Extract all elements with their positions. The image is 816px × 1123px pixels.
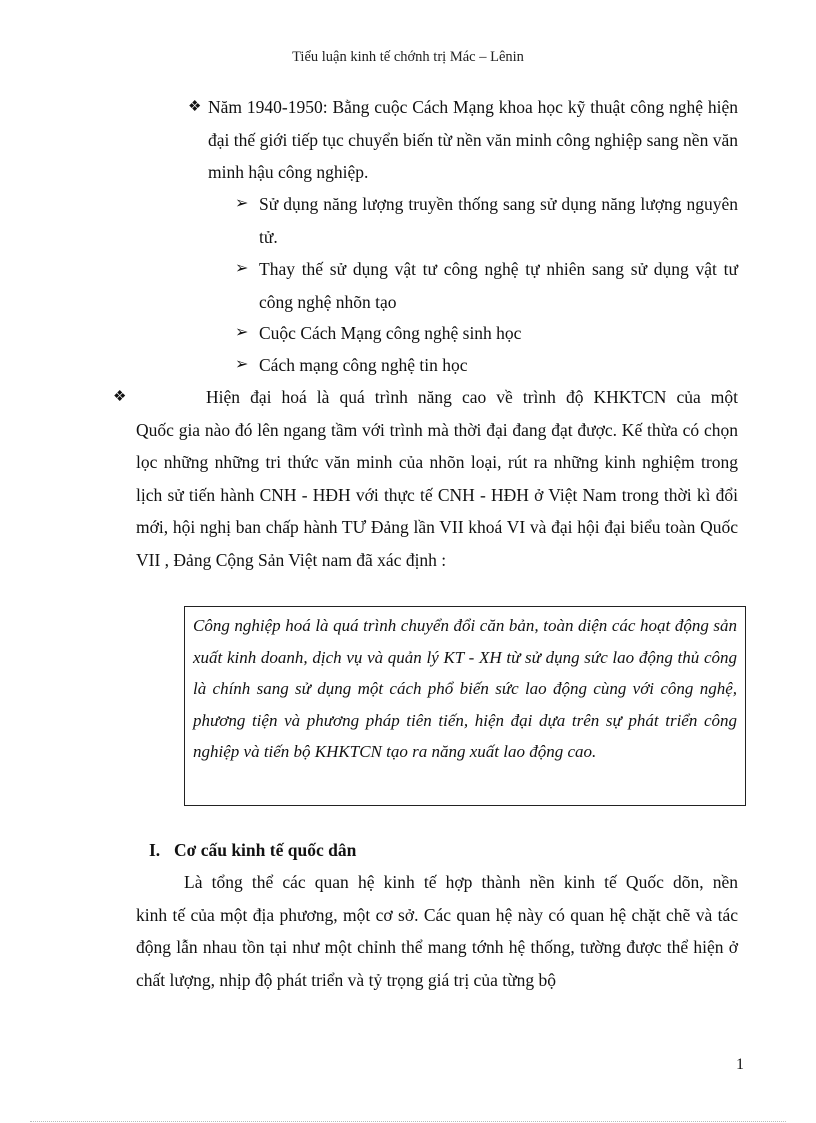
section-heading <box>149 836 356 864</box>
section-paragraph-body: kinh tế của một địa phương, một cơ sở. Các quan hệ này có quan hệ chặt chẽ và tác động lẫn nhau tồn tại như một chỉnh thể mang tớnh hệ thống, tường được thể hiện ở chất lượng, nhịp độ phát triển và tỷ trọng giá trị của từng bộ <box>136 904 738 990</box>
definition-text: Công nghiệp hoá là quá trình chuyển đổi căn bản, toàn diện các hoạt động sản xuất kinh doanh, dịch vụ và quản lý KT - XH từ sử dụng sức lao động thủ công là chính sang sử dụng một cách phổ biến sức lao động cùng với công nghệ, phương tiện và phương pháp tiên tiến, hiện đại dựa trên sự phát triển công nghiệp và tiến bộ KHKTCN tạo ra năng xuất lao động cao. <box>193 616 737 761</box>
main-paragraph-first-line: Hiện đại hoá là quá trình năng cao về trình độ KHKTCN của một <box>206 387 738 407</box>
arrow-bullet-icon: ➢ <box>235 195 249 212</box>
arrow-bullet-icon: ➢ <box>235 324 249 341</box>
definition-box <box>184 606 746 806</box>
intro-bullet-text: Năm 1940-1950: Bằng cuộc Cách Mạng khoa học kỹ thuật công nghệ hiện đại thế giới tiếp tục chuyển biến từ nền văn minh công nghiệp sang nền văn minh hậu công nghiệp. <box>208 97 738 182</box>
arrow-bullet-icon: ➢ <box>235 260 249 277</box>
section-number: I. <box>149 840 161 860</box>
diamond-bullet-icon: ❖ <box>113 389 127 405</box>
sub-bullet-item: Cách mạng công nghệ tin học <box>259 355 468 375</box>
sub-bullet-item: Sử dụng năng lượng truyền thống sang sử dụng năng lượng nguyên tử. <box>259 194 738 247</box>
arrow-bullet-icon: ➢ <box>235 356 249 373</box>
running-header: Tiểu luận kinh tế chớnh trị Mác – Lênin <box>292 49 524 65</box>
section-paragraph <box>136 866 738 996</box>
section-paragraph-first-line: Là tổng thể các quan hệ kinh tế hợp thành nền kinh tế Quốc dõn, nền <box>184 872 738 892</box>
main-paragraph-body: Quốc gia nào đó lên ngang tầm với trình mà thời đại đang đạt được. Kế thừa có chọn lọc những những tri thức văn minh của nhõn loại, rút ra những kinh nghiệm trong lịch sử tiến hành CNH - HĐH với thực tế CNH - HĐH ở Việt Nam trong thời kì đổi mới, hội nghị ban chấp hành TƯ Đảng lần VII khoá VI và đại hội đại biểu toàn Quốc VII , Đảng Cộng Sản Việt nam đã xác định : <box>136 419 738 570</box>
page-number: 1 <box>736 1056 744 1073</box>
sub-bullet-item: Cuộc Cách Mạng công nghệ sinh học <box>259 323 522 343</box>
footer-divider <box>30 1121 786 1122</box>
section-title: Cơ cấu kinh tế quốc dân <box>174 840 357 860</box>
diamond-bullet-icon: ❖ <box>188 99 202 115</box>
main-paragraph <box>136 381 738 576</box>
sub-bullet-item: Thay thế sử dụng vật tư công nghệ tự nhiên sang sử dụng vật tư công nghệ nhõn tạo <box>259 259 738 312</box>
